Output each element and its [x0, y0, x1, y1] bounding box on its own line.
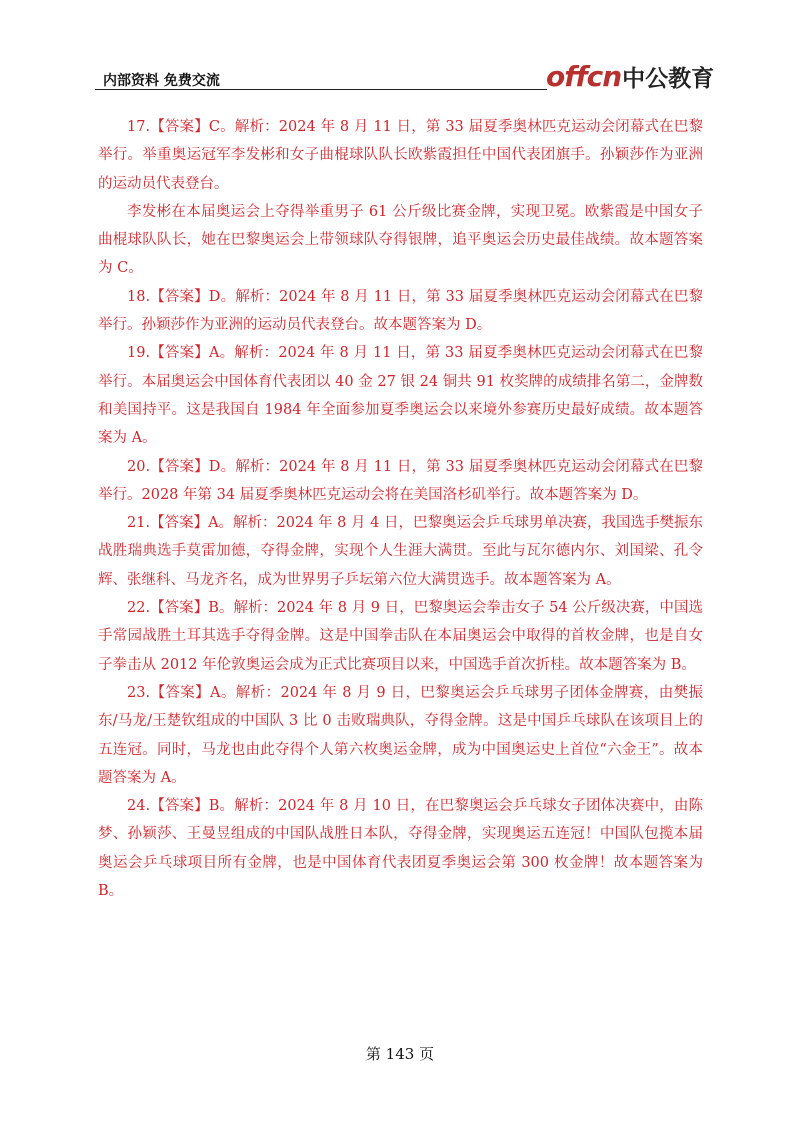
logo-chinese-text: 中公教育 [622, 66, 715, 92]
page-header [95, 60, 715, 93]
answer-24-paragraph: 24.【答案】B。解析：2024 年 8 月 10 日，在巴黎奥运会乒乓球女子团体决赛中，由陈梦、孙颖莎、王曼昱组成的中国队战胜日本队，夺得金牌，实现奥运五连冠！中国队包揽本届奥运会乒乓球项目所有金牌，也是中国体育代表团夏季奥运会第 300 枚金牌！故本题答案为 B。 [98, 798, 703, 900]
answer-explanations [98, 113, 703, 905]
answer-17-paragraph: 17.【答案】C。解析：2024 年 8 月 11 日，第 33 届夏季奥林匹克运动会闭幕式在巴黎举行。举重奥运冠军李发彬和女子曲棍球队队长欧紫霞担任中国代表团旗手。孙颖莎作为亚洲的运动员代表登台。 [98, 119, 703, 192]
answer-23-paragraph: 23.【答案】A。解析：2024 年 8 月 9 日，巴黎奥运会乒乓球男子团体金牌赛，由樊振东/马龙/王楚钦组成的中国队 3 比 0 击败瑞典队，夺得金牌。这是中国乒乓球队在该项目上的五连冠。同时，马龙也由此夺得个人第六枚奥运金牌，成为中国奥运史上首位“六金王”。故本题答案为 A。 [98, 684, 703, 786]
answer-19-paragraph: 19.【答案】A。解析：2024 年 8 月 11 日，第 33 届夏季奥林匹克运动会闭幕式在巴黎举行。本届奥运会中国体育代表团以 40 金 27 银 24 铜共 91 枚奖牌的成绩排名第二，金牌数和美国持平。这是我国自 1984 年全面参加夏季奥运会以来境外参赛历史最好成绩。故本题答案为 A。 [98, 345, 703, 447]
logo-english-text: offcn [546, 60, 622, 93]
answer-22-paragraph: 22.【答案】B。解析：2024 年 8 月 9 日，巴黎奥运会拳击女子 54 公斤级决赛，中国选手常园战胜土耳其选手夺得金牌。这是中国拳击队在本届奥运会中取得的首枚金牌，也是自女子拳击从 2012 年伦敦奥运会成为正式比赛项目以来，中国选手首次折桂。故本题答案为 B。 [98, 600, 703, 673]
header-caption: 内部资料 免费交流 [103, 73, 220, 89]
answer-20-paragraph: 20.【答案】D。解析：2024 年 8 月 11 日，第 33 届夏季奥林匹克运动会闭幕式在巴黎举行。2028 年第 34 届夏季奥林匹克运动会将在美国洛杉矶举行。故本题答案为 D。 [98, 458, 703, 503]
page-number: 第 143 页 [365, 1045, 435, 1063]
answer-17-continued-paragraph: 李发彬在本届奥运会上夺得举重男子 61 公斤级比赛金牌，实现卫冕。欧紫霞是中国女子曲棍球队队长，她在巴黎奥运会上带领球队夺得银牌，追平奥运会历史最佳战绩。故本题答案为 C。 [98, 203, 703, 277]
offcn-logo [546, 60, 714, 92]
header-rule [95, 89, 547, 90]
answer-18-paragraph: 18.【答案】D。解析：2024 年 8 月 11 日，第 33 届夏季奥林匹克运动会闭幕式在巴黎举行。孙颖莎作为亚洲的运动员代表登台。故本题答案为 D。 [98, 288, 703, 334]
answer-21-paragraph: 21.【答案】A。解析：2024 年 8 月 4 日，巴黎奥运会乒乓球男单决赛，我国选手樊振东战胜瑞典选手莫雷加德，夺得金牌，实现个人生涯大满贯。至此与瓦尔德内尔、刘国梁、孔令辉、张继科、马龙齐名，成为世界男子乒坛第六位大满贯选手。故本题答案为 A。 [98, 515, 703, 588]
